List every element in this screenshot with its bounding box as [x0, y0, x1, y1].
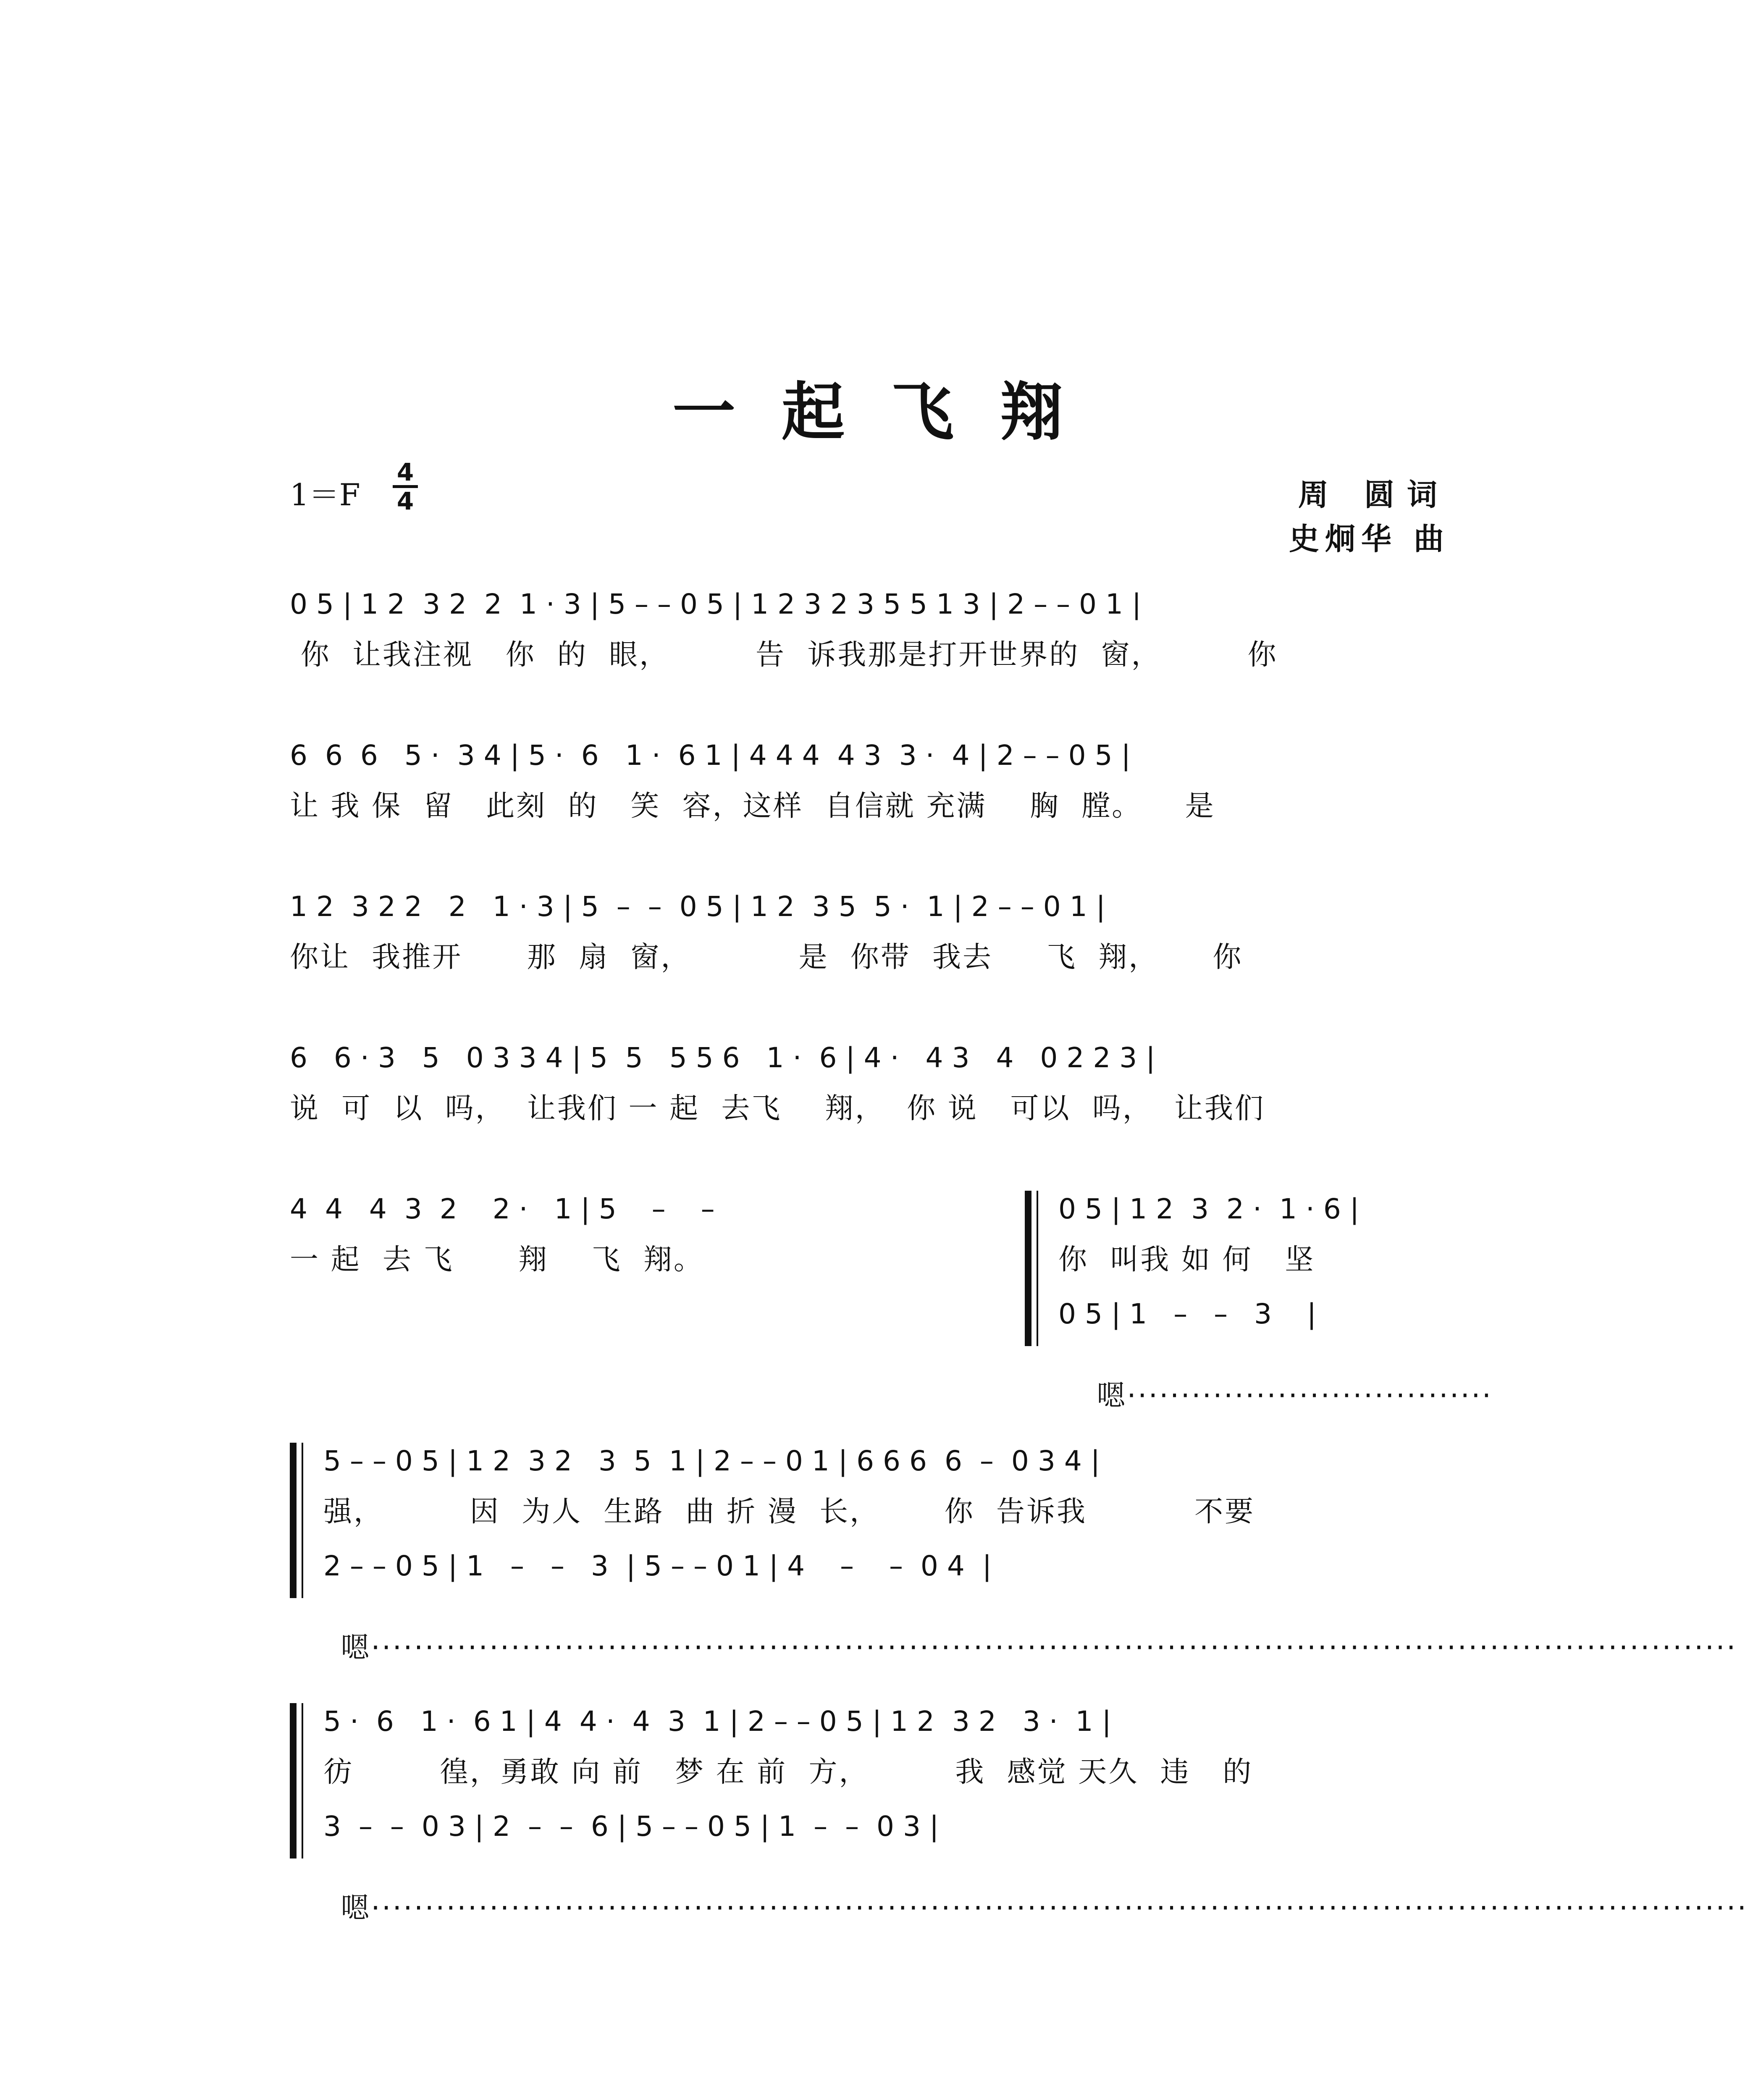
notation-line: 6 6 6 5 · 3 4 | 5 · 6 1 · 6 1 | 4 4 4 4 3 3 · 4 | 2 – – 0 5 |	[290, 739, 1131, 772]
upper-part-notation: 5 · 6 1 · 6 1 | 4 4 · 4 3 1 | 2 – – 0 5 | 1 2 3 2 3 · 1 |	[323, 1705, 1111, 1738]
upper-part-notation: 0 5 | 1 2 3 2 · 1 · 6 |	[1058, 1193, 1360, 1225]
lyrics-line: 你 让我注视 你 的 眼， 告 诉我那是打开世界的 窗， 你	[290, 638, 1278, 672]
system-brace	[290, 1443, 303, 1598]
lyrics-line: 让 我 保 留 此刻 的 笑 容，这样 自信就 充满 胸 膛。 是	[290, 790, 1215, 823]
notation-line: 1 2 3 2 2 2 1 · 3 | 5 – – 0 5 | 1 2 3 5 5 · 1 | 2 – – 0 1 |	[290, 890, 1105, 923]
notation-line: 6 6 · 3 5 0 3 3 4 | 5 5 5 5 6 1 · 6 | 4 · 4 3 4 0 2 2 3 |	[290, 1042, 1155, 1074]
upper-part-lyrics: 彷 徨，勇敢 向 前 梦 在 前 方， 我 感觉 天久 违 的	[323, 1756, 1253, 1789]
hum-dotted-line: ··································	[1127, 1379, 1493, 1412]
lower-part-notation: 2 – – 0 5 | 1 – – 3 | 5 – – 0 1 | 4 – – 0 4 |	[323, 1550, 992, 1582]
lower-part-notation: 0 5 | 1 – – 3 |	[1058, 1298, 1317, 1330]
hum-syllable: 嗯	[341, 1892, 371, 1925]
system-brace	[290, 1703, 303, 1858]
notation-line: 4 4 4 3 2 2 · 1 | 5 – –	[290, 1193, 715, 1225]
song-title: 一起飞翔	[672, 375, 1109, 449]
time-denominator: 4	[396, 487, 414, 515]
upper-part-lyrics: 你 叫我 如 何 坚	[1058, 1243, 1315, 1276]
upper-part-notation: 5 – – 0 5 | 1 2 3 2 3 5 1 | 2 – – 0 1 | 6 6 6 6 – 0 3 4 |	[323, 1445, 1100, 1477]
lyricist-credit: 周 圆词	[1298, 477, 1450, 512]
upper-part-lyrics: 强， 因 为人 生路 曲 折 漫 长， 你 告诉我 不要	[323, 1495, 1255, 1528]
hum-syllable: 嗯	[1097, 1379, 1127, 1412]
lyrics-line: 你让 我推开 那 扇 窗， 是 你带 我去 飞 翔， 你	[290, 941, 1243, 974]
hum-lyric	[319, 1852, 1748, 1926]
lyrics-line: 说 可 以 吗， 让我们 一 起 去飞 翔， 你 说 可以 吗， 让我们	[290, 1092, 1265, 1125]
hum-lyric	[319, 1592, 1738, 1666]
lower-part-notation: 3 – – 0 3 | 2 – – 6 | 5 – – 0 5 | 1 – – 0 3 |	[323, 1810, 939, 1843]
time-numerator: 4	[396, 458, 414, 486]
notation-line: 0 5 | 1 2 3 2 2 1 · 3 | 5 – – 0 5 | 1 2 3 2 3 5 5 1 3 | 2 – – 0 1 |	[290, 588, 1142, 620]
hum-dotted-line: ·······························································································································	[371, 1631, 1738, 1664]
time-signature	[393, 460, 418, 513]
key-signature: 1＝F	[290, 477, 360, 512]
lyrics-line: 一 起 去 飞 翔 飞 翔。	[290, 1243, 704, 1276]
composer-credit: 史炯华 曲	[1289, 521, 1450, 556]
hum-lyric	[1075, 1340, 1493, 1414]
system-brace	[1025, 1191, 1038, 1346]
hum-dotted-line: ································································································································	[371, 1892, 1748, 1925]
hum-syllable: 嗯	[341, 1631, 371, 1664]
